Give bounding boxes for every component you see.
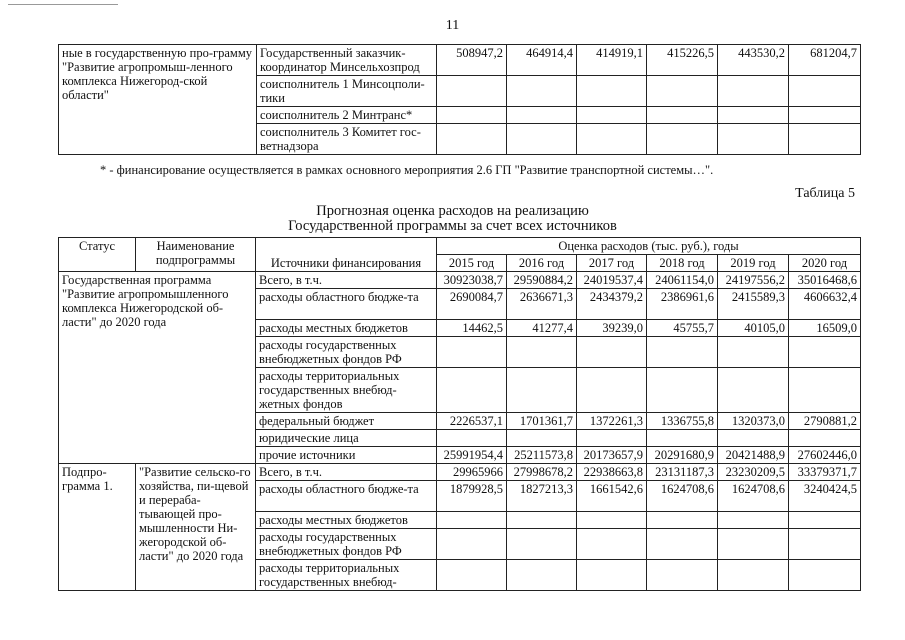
scan-edge-line [8,4,118,5]
value-cell: 2790881,2 [789,413,861,430]
value-cell [507,512,577,529]
value-cell [577,512,647,529]
table-row [59,45,861,76]
value-cell [507,430,577,447]
value-cell: 27998678,2 [507,464,577,481]
value-cell: 2226537,1 [437,413,507,430]
value-cell: 41277,4 [507,320,577,337]
estimate-header: Оценка расходов (тыс. руб.), годы [437,238,861,255]
value-cell: 443530,2 [718,45,789,76]
value-cell [507,560,577,591]
source-cell: прочие источники [256,447,437,464]
value-cell: 1372261,3 [577,413,647,430]
value-cell [577,368,647,413]
value-cell [647,107,718,124]
value-cell: 40105,0 [718,320,789,337]
value-cell [507,107,577,124]
value-cell [789,107,861,124]
value-cell [789,124,861,155]
value-cell: 1624708,6 [718,481,789,512]
value-cell [718,430,789,447]
source-cell: расходы местных бюджетов [256,320,437,337]
table-row [59,464,861,481]
value-cell [718,560,789,591]
value-cell: 415226,5 [647,45,718,76]
value-cell [718,107,789,124]
value-cell: 464914,4 [507,45,577,76]
value-cell: 20173657,9 [577,447,647,464]
value-cell: 30923038,7 [437,272,507,289]
table-row [59,272,861,289]
value-cell: 14462,5 [437,320,507,337]
value-cell: 24197556,2 [718,272,789,289]
value-cell: 27602446,0 [789,447,861,464]
caption-line-1: Прогнозная оценка расходов на реализацию [316,203,589,219]
caption-line-2: Государственной программы за счет всех источников [288,218,617,234]
page-number: 11 [445,18,460,33]
table-caption [0,204,905,234]
value-cell [577,529,647,560]
value-cell [789,430,861,447]
value-cell: 1879928,5 [437,481,507,512]
value-cell: 24061154,0 [647,272,718,289]
status-cell: Подпро-грамма 1. [59,464,136,591]
value-cell: 1624708,6 [647,481,718,512]
value-cell [647,337,718,368]
value-cell: 22938663,8 [577,464,647,481]
value-cell [647,512,718,529]
value-cell [507,529,577,560]
value-cell: 414919,1 [577,45,647,76]
value-cell: 29590884,2 [507,272,577,289]
source-cell: расходы государственных внебюджетных фондов РФ [256,529,437,560]
year-header: 2019 год [718,255,789,272]
value-cell: 681204,7 [789,45,861,76]
value-cell: 23230209,5 [718,464,789,481]
value-cell: 16509,0 [789,320,861,337]
executor-cell: соисполнитель 3 Комитет гос-ветнадзора [257,124,437,155]
value-cell: 23131187,3 [647,464,718,481]
value-cell [577,76,647,107]
value-cell: 4606632,4 [789,289,861,320]
value-cell [718,529,789,560]
value-cell [577,124,647,155]
executor-cell: Государственный заказчик-координатор Минсельхозпрод [257,45,437,76]
value-cell [647,529,718,560]
value-cell [647,560,718,591]
value-cell: 39239,0 [577,320,647,337]
value-cell [647,76,718,107]
source-cell: федеральный бюджет [256,413,437,430]
value-cell: 3240424,5 [789,481,861,512]
value-cell: 20421488,9 [718,447,789,464]
year-header: 2017 год [577,255,647,272]
value-cell: 35016468,6 [789,272,861,289]
year-header: 2016 год [507,255,577,272]
value-cell [647,368,718,413]
value-cell [718,368,789,413]
value-cell: 1827213,3 [507,481,577,512]
value-cell: 1320373,0 [718,413,789,430]
value-cell [789,512,861,529]
value-cell [437,337,507,368]
value-cell [789,368,861,413]
value-cell [437,368,507,413]
value-cell [647,430,718,447]
year-header: 2018 год [647,255,718,272]
status-cell: Государственная программа "Развитие агропромышленного комплекса Нижегородской об-ласти" до 2020 года [59,272,256,464]
value-cell: 2434379,2 [577,289,647,320]
value-cell [789,337,861,368]
value-cell [507,368,577,413]
value-cell: 1701361,7 [507,413,577,430]
value-cell [507,337,577,368]
value-cell [437,560,507,591]
source-cell: юридические лица [256,430,437,447]
subprogram-header: Наименование подпрограммы [136,238,256,272]
program-name-cell: ные в государственную про-грамму "Развитие агропромыш-ленного комплекса Нижегород-ской области" [59,45,257,155]
footnote: * - финансирование осуществляется в рамках основного мероприятия 2.6 ГП "Развитие транспортной системы…". [100,163,714,177]
subprogram-cell: "Развитие сельско-го хозяйства, пи-щевой и перераба-тывающей про-мышленности Ни-жегородской об-ласти" до 2020 года [136,464,256,591]
value-cell: 2636671,3 [507,289,577,320]
value-cell [789,560,861,591]
source-cell: расходы территориальных государственных внебюд-жетных фондов [256,368,437,413]
source-cell: расходы государственных внебюджетных фондов РФ [256,337,437,368]
value-cell: 1661542,6 [577,481,647,512]
forecast-expenses-table [58,237,861,591]
value-cell [577,430,647,447]
value-cell [577,560,647,591]
year-header: 2020 год [789,255,861,272]
value-cell: 33379371,7 [789,464,861,481]
value-cell: 25991954,4 [437,447,507,464]
value-cell: 20291680,9 [647,447,718,464]
value-cell [437,124,507,155]
executor-cell: соисполнитель 1 Минсоцполи-тики [257,76,437,107]
sources-header: Источники финансирования [256,238,437,272]
value-cell: 2415589,3 [718,289,789,320]
value-cell [437,76,507,107]
value-cell [789,529,861,560]
value-cell [718,337,789,368]
value-cell [577,337,647,368]
source-cell: расходы местных бюджетов [256,512,437,529]
value-cell [437,430,507,447]
source-cell: Всего, в т.ч. [256,272,437,289]
table-number: Таблица 5 [795,186,855,201]
value-cell [718,512,789,529]
value-cell: 1336755,8 [647,413,718,430]
value-cell [718,124,789,155]
value-cell: 508947,2 [437,45,507,76]
value-cell: 45755,7 [647,320,718,337]
source-cell: расходы территориальных государственных внебюд- [256,560,437,591]
status-header: Статус [59,238,136,272]
source-cell: Всего, в т.ч. [256,464,437,481]
executor-cell: соисполнитель 2 Минтранс* [257,107,437,124]
year-header: 2015 год [437,255,507,272]
value-cell [647,124,718,155]
value-cell: 24019537,4 [577,272,647,289]
value-cell [577,107,647,124]
value-cell [507,76,577,107]
value-cell: 29965966 [437,464,507,481]
top-continuation-table [58,44,861,155]
value-cell [789,76,861,107]
value-cell [718,76,789,107]
value-cell [437,512,507,529]
source-cell: расходы областного бюдже-та [256,481,437,512]
source-cell: расходы областного бюдже-та [256,289,437,320]
header-row [59,238,861,255]
value-cell [437,529,507,560]
value-cell: 2386961,6 [647,289,718,320]
value-cell [437,107,507,124]
value-cell: 25211573,8 [507,447,577,464]
value-cell [507,124,577,155]
value-cell: 2690084,7 [437,289,507,320]
